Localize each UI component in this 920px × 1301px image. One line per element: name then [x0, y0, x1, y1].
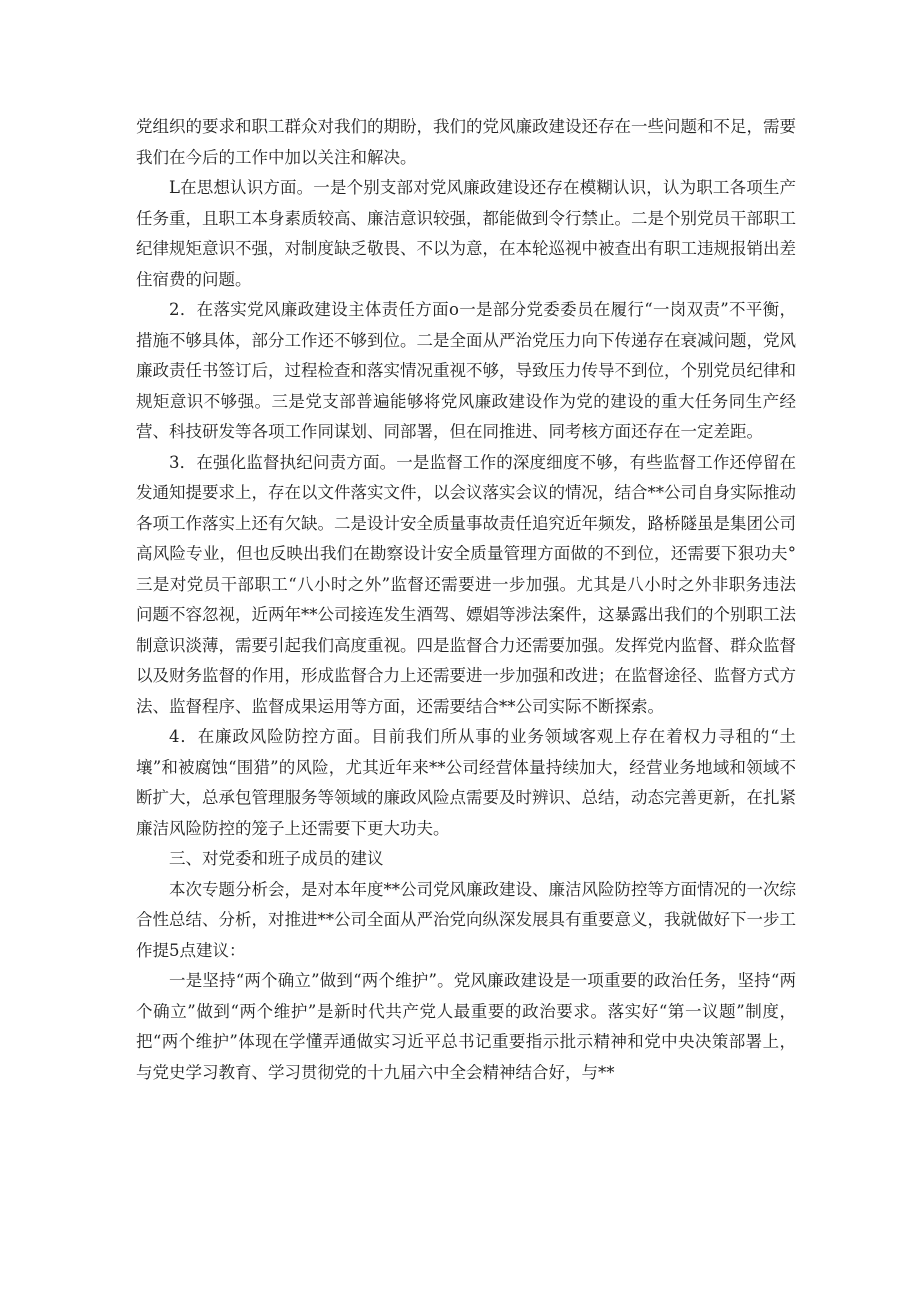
paragraph-risk-prevention: 4．在廉政风险防控方面。目前我们所从事的业务领域客观上存在着权力寻租的“土壤”和被腐蚀“围猎”的风险，尤其近年来**公司经营体量持续加大，经营业务地域和领域不断扩大，总承包管理服务等领域的廉政风险点需要及时辨识、总结，动态完善更新，在扎紧廉洁风险防控的笼子上还需要下更大功夫。 [136, 727, 796, 838]
paragraph-supervision-accountability: 3．在强化监督执纪问责方面。一是监督工作的深度细度不够，有些监督工作还停留在发通知提要求上，存在以文件落实文件，以会议落实会议的情况，结合**公司自身实际推动各项工作落实上还有欠缺。二是设计安全质量事故责任追究近年频发，路桥隧虽是集团公司高风险专业，但也反映出我们在勘察设计安全质量管理方面做的不到位，还需要下狠功夫°三是对党员干部职工“八小时之外”监督还需要进一步加强。尤其是八小时之外非职务违法问题不容忽视，近两年**公司接连发生酒驾、嫖娼等涉法案件，这暴露出我们的个别职工法制意识淡薄，需要引起我们高度重视。四是监督合力还需要加强。发挥党内监督、群众监督以及财务监督的作用，形成监督合力上还需要进一步加强和改进；在监督途径、监督方式方法、监督程序、监督成果运用等方面，还需要结合**公司实际不断探索。 [136, 452, 796, 716]
section-heading-suggestions: 三、对党委和班子成员的建议 [169, 849, 384, 868]
paragraph-suggestion-one: 一是坚持“两个确立”做到“两个维护”。党风廉政建设是一项重要的政治任务，坚持“两个确立”做到“两个维护”是新时代共产党人最重要的政治要求。落实好“第一议题”制度，把“两个维护”体现在学懂弄通做实习近平总书记重要指示批示精神和党中央决策部署上，与党史学习教育、学习贯彻党的十九届六中全会精神结合好，与** [136, 971, 796, 1082]
document-body [136, 112, 796, 1088]
paragraph-ideological-awareness: L在思想认识方面。一是个别支部对党风廉政建设还存在模糊认识，认为职工各项生产任务重，且职工本身素质较高、廉洁意识较强，都能做到令行禁止。二是个别党员干部职工纪律规矩意识不强，对制度缺乏敬畏、不以为意，在本轮巡视中被查出有职工违规报销出差住宿费的问题。 [136, 178, 796, 289]
paragraph-continuation: 党组织的要求和职工群众对我们的期盼，我们的党风廉政建设还存在一些问题和不足，需要我们在今后的工作中加以关注和解决。 [136, 117, 796, 167]
paragraph-meeting-intro: 本次专题分析会，是对本年度**公司党风廉政建设、廉洁风险防控等方面情况的一次综合性总结、分析，对推进**公司全面从严治党向纵深发展具有重要意义，我就做好下一步工作提5点建议： [136, 879, 796, 960]
paragraph-main-responsibility: 2．在落实党风廉政建设主体责任方面o一是部分党委委员在履行“一岗双责”不平衡，措施不够具体，部分工作还不够到位。二是全面从严治党压力向下传递存在衰减问题，党风廉政责任书签订后，过程检查和落实情况重视不够，导致压力传导不到位，个别党员纪律和规矩意识不够强。三是党支部普遍能够将党风廉政建设作为党的建设的重大任务同生产经营、科技研发等各项工作同谋划、同部署，但在同推进、同考核方面还存在一定差距。 [136, 300, 796, 441]
